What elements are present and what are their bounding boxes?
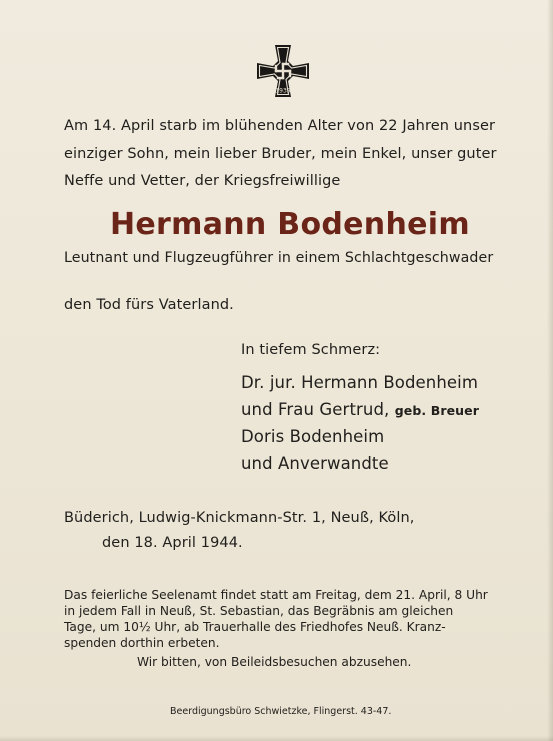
intro-line-1: Am 14. April starb im blühenden Alter von 22 Jahren unser [64, 118, 496, 134]
date-line: den 18. April 1944. [102, 535, 243, 551]
paper-edge-shadow-bottom [0, 736, 553, 741]
mourner-line-2 [241, 400, 479, 419]
mourner-line-4: und Anverwandte [241, 454, 389, 473]
no-visits-line: Wir bitten, von Beileidsbesuchen abzusehen. [137, 655, 412, 669]
paper-edge-shadow-right [547, 0, 553, 741]
mourning-heading: In tiefem Schmerz: [241, 342, 381, 358]
intro-line-2: einziger Sohn, mein lieber Bruder, mein Enkel, unser guter [64, 146, 497, 162]
notice-line-3: Tage, um 10½ Uhr, ab Trauerhalle des Friedhofes Neuß. Kranz- [64, 620, 446, 634]
funeral-home-footer: Beerdigungsbüro Schwietzke, Flingerst. 43-47. [170, 706, 392, 717]
mourner-line-1: Dr. jur. Hermann Bodenheim [241, 373, 479, 392]
iron-cross-icon [255, 43, 311, 99]
deceased-name: Hermann Bodenheim [110, 207, 470, 242]
mourner-line-3: Doris Bodenheim [241, 427, 385, 446]
notice-line-1: Das feierliche Seelenamt findet statt am Freitag, dem 21. April, 8 Uhr [64, 588, 488, 602]
address-line: Büderich, Ludwig-Knickmann-Str. 1, Neuß, Köln, [64, 510, 415, 526]
mourner-line-2-maiden-name: geb. Breuer [394, 403, 480, 418]
intro-line-3: Neffe und Vetter, der Kriegsfreiwillige [64, 173, 341, 189]
notice-line-2: in jedem Fall in Neuß, St. Sebastian, das Begräbnis am gleichen [64, 604, 454, 618]
emblem-year: 1939 [275, 87, 291, 95]
mourner-line-2-main: und Frau Gertrud, [241, 400, 390, 419]
notice-line-4: spenden dorthin erbeten. [64, 636, 220, 650]
death-line: den Tod fürs Vaterland. [64, 297, 234, 313]
deceased-rank: Leutnant und Flugzeugführer in einem Schlachtgeschwader [64, 250, 494, 266]
